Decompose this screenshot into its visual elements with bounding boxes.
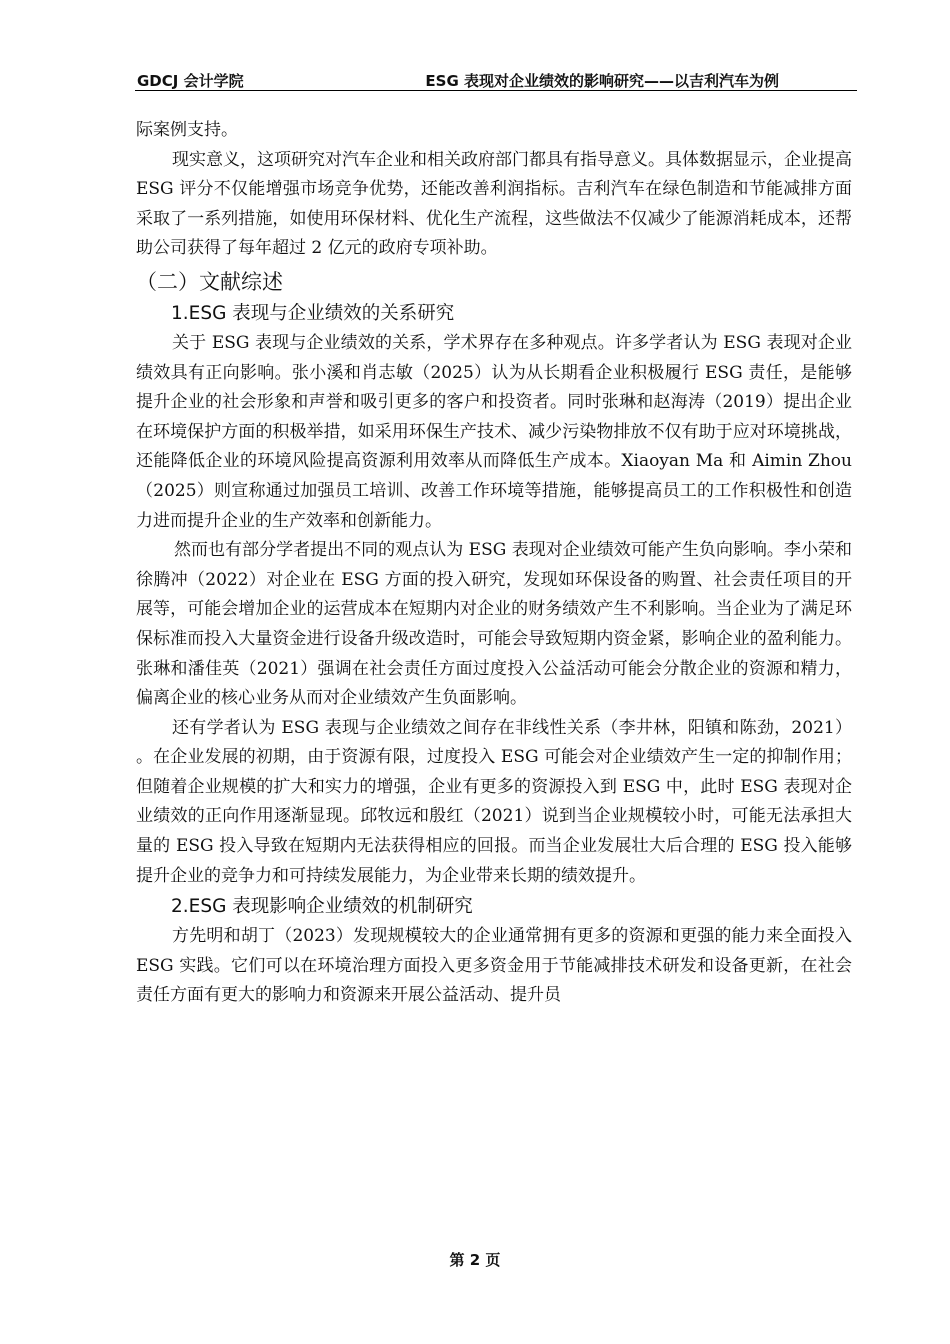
paragraph-negative-view: 然而也有部分学者提出不同的观点认为 ESG 表现对企业绩效可能产生负向影响。李小荣和徐腾冲（2022）对企业在 ESG 方面的投入研究，发现如环保设备的购置、社会责任项目的开展等，可能会增加企业的运营成本在短期内对企业的财务绩效产生不利影响。当企业为了满足环保标准而投入大量资金进行设备升级改造时，可能会导致短期内资金紧，影响企业的盈利能力。张琳和潘佳英（2021）强调在社会责任方面过度投入公益活动可能会分散企业的资源和精力，偏离企业的核心业务从而对企业绩效产生负面影响。 (136, 540, 852, 709)
paragraph-continuation: 际案例支持。 (136, 120, 238, 140)
section-heading: （二）文献综述 (136, 269, 283, 294)
paragraph-practical-significance: 现实意义，这项研究对汽车企业和相关政府部门都具有指导意义。具体数据显示，企业提高 ESG 评分不仅能增强市场竞争优势，还能改善利润指标。吉利汽车在绿色制造和节能减排方面采取了一系列措施，如使用环保材料、优化生产流程，这些做法不仅减少了能源消耗成本，还帮助公司获得了每年超过 2 亿元的政府专项补助。 (136, 149, 852, 259)
subsection-heading-1: 1.ESG 表现与企业绩效的关系研究 (171, 302, 455, 324)
paragraph-mechanism: 方先明和胡丁（2023）发现规模较大的企业通常拥有更多的资源和更强的能力来全面投入 ESG 实践。它们可以在环境治理方面投入更多资金用于节能减排技术研发和设备更新，在社会责任方面有更大的影响力和资源来开展公益活动、提升员 (136, 926, 852, 1006)
subsection-heading-2: 2.ESG 表现影响企业绩效的机制研究 (171, 896, 473, 918)
page-number: 第 2 页 (449, 1251, 501, 1269)
paragraph-positive-view: 关于 ESG 表现与企业绩效的关系，学术界存在多种观点。许多学者认为 ESG 表现对企业绩效具有正向影响。张小溪和肖志敏（2025）认为从长期看企业积极履行 ESG 责任，是能够提升企业的社会形象和声誉和吸引更多的客户和投资者。同时张琳和赵海涛（2019）提出企业在环境保护方面的积极举措，如采用环保生产技术、减少污染物排放不仅有助于应对环境挑战，还能降低企业的环境风险提高资源利用效率从而降低生产成本。Xiaoyan Ma 和 Aimin Zhou（2025）则宣称通过加强员工培训、改善工作环境等措施，能够提高员工的工作积极性和创造力进而提升企业的生产效率和创新能力。 (136, 332, 852, 531)
page-body (136, 116, 852, 1011)
page-header (135, 68, 857, 91)
header-thesis-title: ESG 表现对企业绩效的影响研究——以吉利汽车为例 (425, 72, 779, 90)
paragraph-nonlinear-view: 还有学者认为 ESG 表现与企业绩效之间存在非线性关系（李井林，阳镇和陈劲，2021） 。在企业发展的初期，由于资源有限，过度投入 ESG 可能会对企业绩效产生一定的抑制作用；但随着企业规模的扩大和实力的增强，企业有更多的资源投入到 ESG 中，此时 ESG 表现对企业绩效的正向作用逐渐显现。邱牧远和殷红（2021）说到当企业规模较小时，可能无法承担大量的 ESG 投入导致在短期内无法获得相应的回报。而当企业发展壮大后合理的 ESG 投入能够提升企业的竞争力和可持续发展能力，为企业带来长期的绩效提升。 (136, 717, 852, 886)
header-school: GDCJ 会计学院 (137, 72, 244, 90)
